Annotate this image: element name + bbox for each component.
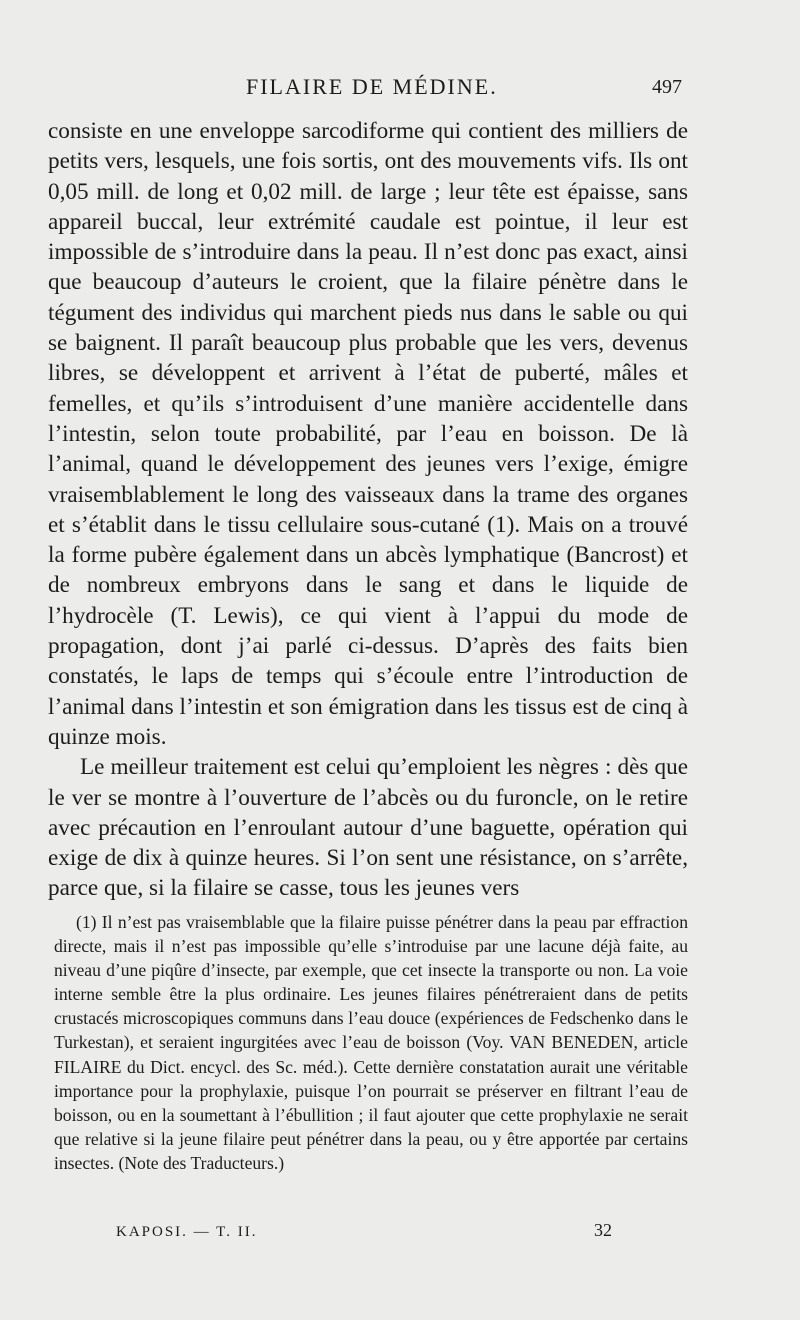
page-number: 497 (652, 76, 682, 98)
paragraph-treatment: Le meilleur traitement est celui qu’emploient les nègres : dès que le ver se montre à l’ouverture de l’abcès ou du furoncle, on le retire avec précaution en l’enroulant autour d’une baguette, opération qui exige de dix à quinze heures. Si l’on sent une résistance, on s’arrête, parce que, si la filaire se casse, tous les jeunes vers (48, 754, 688, 902)
sheet-number: 32 (594, 1220, 612, 1240)
main-text (48, 116, 688, 904)
footnotes (54, 910, 688, 1175)
paragraph-continued: consiste en une enveloppe sarcodiforme qui contient des milliers de petits vers, lesquels, une fois sortis, ont des mouvements vifs. Ils ont 0,05 mill. de long et 0,02 mill. de large ; leur tête est épaisse, sans appareil buccal, leur extrémité caudale est pointue, il leur est impossible de s’introduire dans la peau. Il n’est donc pas exact, ainsi que beaucoup d’auteurs le croient, que la filaire pénètre dans le tégument des individus qui marchent pieds nus dans le sable ou qui se baignent. Il paraît beaucoup plus probable que les vers, devenus libres, se développent et arrivent à l’état de puberté, mâles et femelles, et qu’ils s’introduisent d’une manière accidentelle dans l’intestin, selon toute probabilité, par l’eau en boisson. De là l’animal, quand le développement des jeunes vers l’exige, émigre vraisemblablement le long des vaisseaux dans la trame des organes et s’établit dans le tissu cellulaire sous-cutané (1). Mais on a trouvé la forme pubère également dans un abcès lymphatique (Bancrost) et de nombreux embryons dans le sang et dans le liquide de l’hydrocèle (T. Lewis), ce qui vient à l’appui du mode de propagation, dont j’ai parlé ci-dessus. D’après des faits bien constatés, le laps de temps qui s’écoule entre l’introduction de l’animal dans l’intestin et son émigration dans les tissus est de cinq à quinze mois. (48, 118, 688, 750)
page-header (48, 74, 688, 106)
footnote-1: (1) Il n’est pas vraisemblable que la filaire puisse pénétrer dans la peau par effraction directe, mais il n’est pas impossible qu’elle s’introduise par une lacune déjà faite, au niveau d’une piqûre d’insecte, par exemple, que cet insecte la transporte ou non. La voie interne semble être la plus ordinaire. Les jeunes filaires pénétreraient dans de petits crustacés microscopiques communs dans l’eau douce (expériences de Fedschenko dans le Turkestan), et seraient ingurgitées avec l’eau de boisson (Voy. VAN BENEDEN, article FILAIRE du Dict. encycl. des Sc. méd.). Cette dernière constatation aurait une véritable importance pour la prophylaxie, puisque l’on pourrait se préserver en filtrant l’eau de boisson, ou en la soumettant à l’ébullition ; il faut ajouter que cette prophylaxie ne serait que relative si la jeune filaire peut pénétrer dans la peau, ou y être apportée par certains insectes. (Note des Traducteurs.) (54, 912, 688, 1173)
page-footer (54, 1220, 688, 1246)
signature-mark: KAPOSI. — T. II. (116, 1224, 258, 1240)
running-title: FILAIRE DE MÉDINE. (246, 74, 498, 99)
